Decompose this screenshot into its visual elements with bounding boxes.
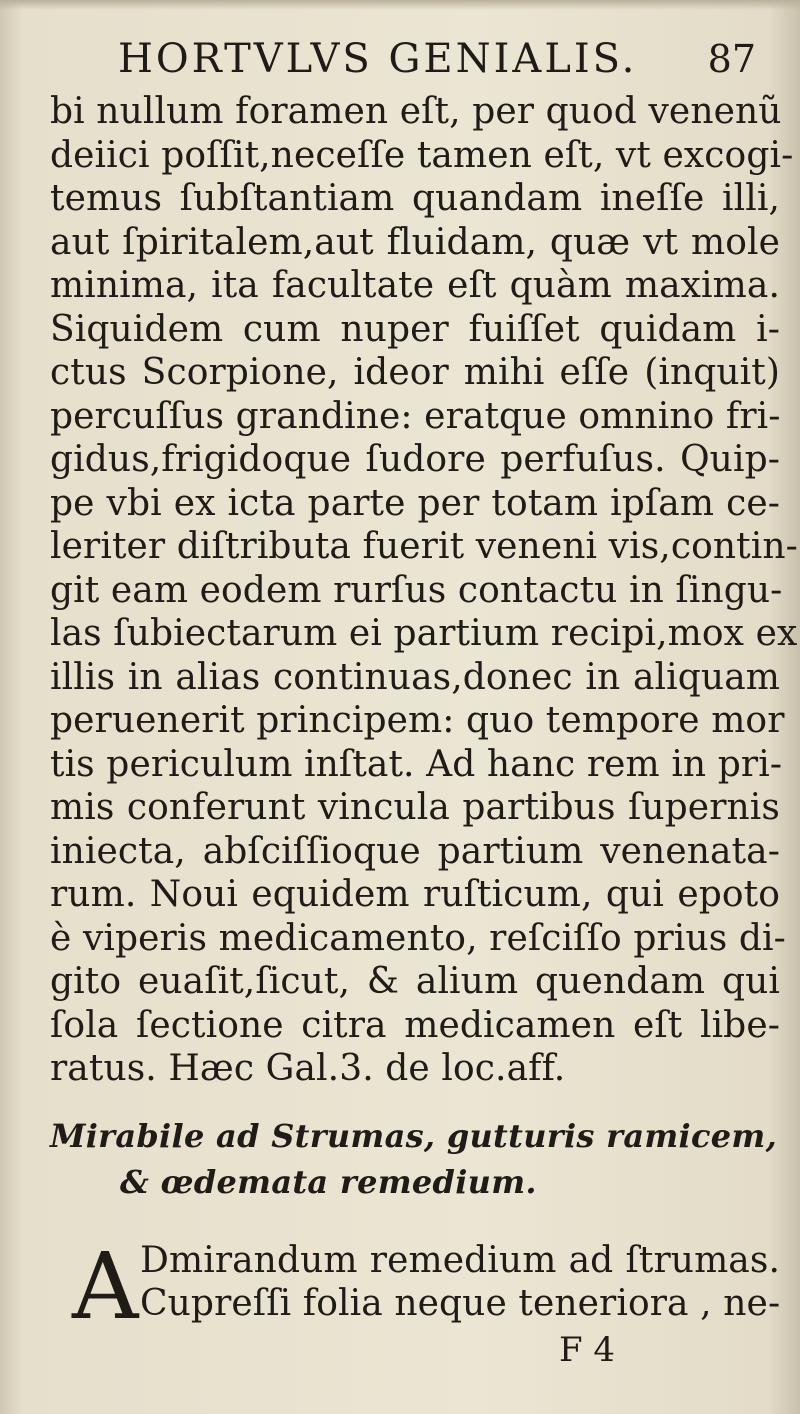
text-line: leriter diſtributa fuerit veneni vis,contin-: [50, 526, 798, 567]
text-line: gito euaſit,ſicut, & alium quendam qui: [50, 961, 780, 1002]
main-paragraph: [50, 90, 798, 1091]
text-line: rum. Noui equidem ruſticum, qui epoto: [50, 874, 780, 915]
running-header: [50, 28, 780, 90]
text-line: gidus,frigidoque ſudore perfuſus. Quip-: [50, 439, 780, 480]
text-line: minima, ita facultate eſt quàm maxima.: [50, 265, 780, 306]
text-line: iniecta, abſciſſioque partium venenata-: [50, 830, 780, 872]
text-line: percuſſus grandine: eratque omnino fri-: [50, 395, 781, 437]
text-line: pe vbi ex icta parte per totam ipſam ce-: [50, 482, 780, 524]
running-title: HORTVLVS GENIALIS.: [118, 36, 638, 82]
text-block: [50, 28, 798, 1374]
text-line: aut ſpiritalem,aut fluidam, quæ vt mole: [50, 221, 780, 263]
drop-cap: A: [72, 1232, 139, 1340]
section-heading-line-2: & œdemata remedium.: [120, 1162, 537, 1201]
text-line: mis conferunt vincula partibus ſupernis: [50, 787, 780, 828]
text-line: las ſubiectarum ei partium recipi,mox ex: [50, 613, 798, 654]
final-paragraph: [50, 1232, 781, 1340]
text-line: deiici poſſit,neceſſe tamen eſt, vt excogi-: [50, 134, 794, 176]
text-line: ſola ſectione citra medicamen eſt libe-: [50, 1004, 780, 1046]
signature-mark: F 4: [558, 1329, 615, 1370]
text-line: Siquidem cum nuper fuiſſet quidam i-: [50, 308, 780, 350]
text-line: git eam eodem rurſus contactu in ſingu-: [50, 569, 783, 611]
text-line: ratus. Hæc Gal.3. de loc.aff.: [50, 1048, 566, 1089]
page-top-edge: [0, 0, 800, 10]
text-line: ctus Scorpione, ideor mihi eſſe (inquit): [50, 352, 780, 393]
text-line: tis periculum inſtat. Ad hanc rem in pri-: [50, 743, 783, 785]
text-line: peruenerit principem: quo tempore mor: [50, 700, 785, 741]
text-line: Cupreſſi folia neque teneriora , ne-: [140, 1283, 781, 1324]
page-number: 87: [707, 37, 756, 81]
text-line: Dmirandum remedium ad ſtrumas.: [140, 1239, 780, 1281]
text-line: illis in alias continuas,donec in aliquam: [50, 656, 780, 698]
text-line: temus ſubſtantiam quandam ineſſe illi,: [50, 178, 780, 219]
text-line: bi nullum foramen eſt, per quod venenũ: [50, 91, 782, 132]
section-heading-line-1: Mirabile ad Strumas, gutturis ramicem,: [50, 1116, 778, 1155]
text-line: è viperis medicamento, reſciſſo prius di-: [50, 917, 786, 959]
